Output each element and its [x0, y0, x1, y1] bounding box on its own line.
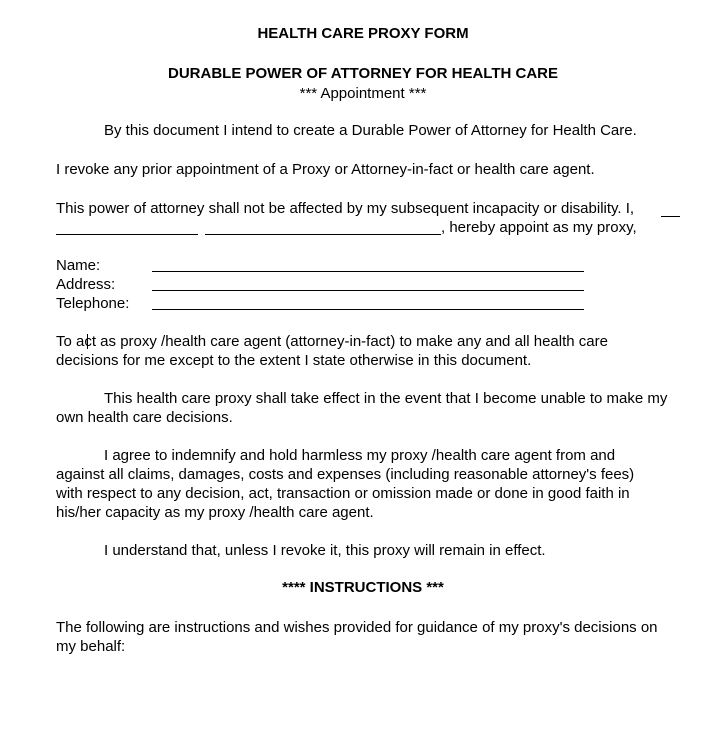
instructions-heading: **** INSTRUCTIONS ***: [282, 579, 444, 596]
proxy-name-line[interactable]: [152, 271, 584, 272]
revoke-prior-paragraph: I revoke any prior appointment of a Proxy or Attorney-in-fact or health care agent.: [56, 161, 595, 178]
indemnify-para-line-3: with respect to any decision, act, transaction or omission made or done in good faith in: [56, 485, 630, 502]
principal-name-blank-start: [661, 216, 680, 217]
instructions-para-line-1: The following are instructions and wishes provided for guidance of my proxy's decisions on: [56, 619, 658, 636]
telephone-label: Telephone:: [56, 295, 130, 312]
intro-paragraph: By this document I intend to create a Durable Power of Attorney for Health Care.: [104, 122, 637, 139]
indemnify-para-line-2: against all claims, damages, costs and expenses (including reasonable attorney's fees): [56, 466, 635, 483]
remain-paragraph: I understand that, unless I revoke it, this proxy will remain in effect.: [104, 542, 546, 559]
address-label: Address:: [56, 276, 116, 293]
principal-name-blank-1: [56, 234, 198, 235]
document-title: HEALTH CARE PROXY FORM: [257, 25, 469, 42]
document-subtitle: DURABLE POWER OF ATTORNEY FOR HEALTH CARE: [168, 65, 558, 82]
act-para-line-2: decisions for me except to the extent I state otherwise in this document.: [56, 352, 532, 369]
indemnify-para-line-4: his/her capacity as my proxy /health care agent.: [56, 504, 374, 521]
principal-name-blank-2: [205, 234, 441, 235]
indemnify-para-line-1: I agree to indemnify and hold harmless my proxy /health care agent from and: [104, 447, 616, 464]
instructions-para-line-2: my behalf:: [56, 638, 126, 655]
incapacity-line-1: This power of attorney shall not be affected by my subsequent incapacity or disability. I,: [56, 200, 635, 217]
act-para-line-1: To act as proxy /health care agent (attorney-in-fact) to make any and all health care: [56, 333, 608, 350]
incapacity-line-2-end: , hereby appoint as my proxy,: [441, 219, 637, 236]
text-cursor: [87, 334, 88, 349]
effect-para-line-1: This health care proxy shall take effect in the event that I become unable to make my: [104, 390, 668, 407]
proxy-telephone-line[interactable]: [152, 309, 584, 310]
proxy-address-line[interactable]: [152, 290, 584, 291]
appointment-heading: *** Appointment ***: [299, 85, 427, 102]
effect-para-line-2: own health care decisions.: [56, 409, 233, 426]
name-label: Name:: [56, 257, 101, 274]
